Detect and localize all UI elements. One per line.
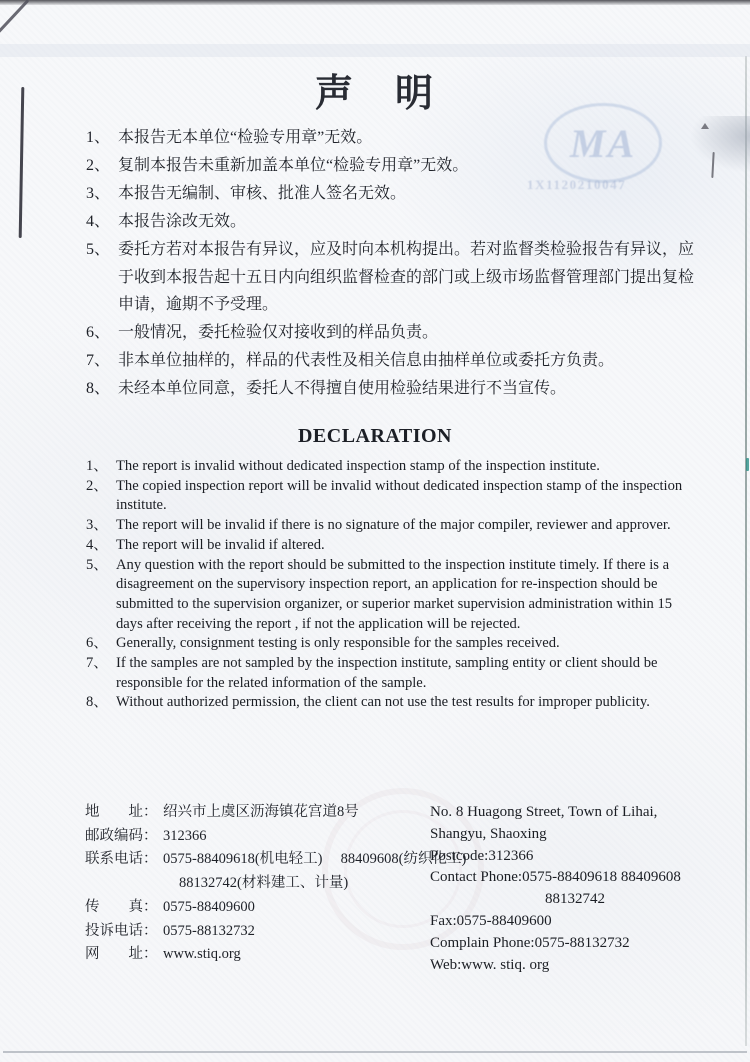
scan-light-streak [0, 44, 750, 57]
cn-declaration-item [86, 319, 698, 347]
item-number: 8、 [86, 694, 108, 711]
en-declaration-list [86, 457, 700, 713]
item-text: 本报告无本单位“检验专用章”无效。 [118, 129, 373, 146]
item-number: 2、 [86, 156, 111, 174]
scan-teal-mark [746, 458, 749, 471]
item-text: 一般情况，委托检验仅对接收到的样品负责。 [118, 324, 439, 342]
item-text: The report is invalid without dedicated inspection stamp of the inspection institute. [116, 458, 600, 474]
footer-value: 312366 [163, 827, 207, 844]
item-number: 5、 [86, 556, 108, 573]
footer-label-spacer [85, 872, 163, 896]
scan-speck-caret [701, 123, 709, 129]
footer-line: Complain Phone:0575-88132732 [430, 934, 630, 951]
footer-line: No. 8 Huagong Street, Town of Lihai, [430, 804, 658, 820]
footer-value: 88132742(材料建工、计量) [179, 875, 349, 892]
en-declaration-item [86, 693, 700, 713]
footer-line: Web:www. stiq. org [430, 956, 550, 973]
cn-declaration-item [86, 152, 698, 180]
item-text: 未经本单位同意，委托人不得擅自使用检验结果进行不当宣传。 [118, 380, 567, 398]
item-number: 8、 [86, 380, 111, 398]
scan-edge-top [0, 0, 750, 5]
item-text: The report will be invalid if there is no signature of the major compiler, reviewer and approver. [116, 517, 671, 534]
cn-declaration-item [86, 180, 698, 208]
item-text: 复制本报告未重新加盖本单位“检验专用章”无效。 [118, 156, 469, 174]
item-text: Generally, consignment testing is only responsible for the samples received. [116, 635, 560, 652]
item-number: 4、 [86, 536, 108, 553]
cn-declaration-item [86, 236, 698, 320]
footer-value: 绍兴市上虞区沥海镇花宫道8号 [163, 804, 359, 820]
item-text: If the samples are not sampled by the inspection institute, sampling entity or client should be responsible for the related information of the sample. [116, 655, 658, 691]
item-number: 6、 [86, 635, 108, 652]
item-number: 4、 [86, 212, 111, 230]
footer-label: 网 址： [85, 946, 158, 963]
en-declaration-item [86, 457, 700, 477]
item-number: 7、 [86, 352, 111, 370]
page-title: 声 明 [314, 73, 435, 115]
item-text: 委托方若对本报告有异议，应及时向本机构提出。若对监督类检验报告有异议，应于收到本报告起十五日内向组织监督检查的部门或上级市场监督管理部门提出复检申请，逾期不予受理。 [118, 240, 695, 314]
footer-line: 88132742 [545, 891, 605, 908]
footer-value: 0575-88409600 [163, 898, 255, 915]
footer-label: 投诉电话： [85, 922, 158, 939]
footer-line: Contact Phone:0575-88409618 88409608 [430, 869, 681, 886]
cma-watermark-icon: MA [544, 103, 662, 183]
item-number: 1、 [86, 458, 108, 474]
item-number: 3、 [86, 517, 108, 534]
footer-value: www.stiq.org [163, 946, 241, 963]
en-declaration-item [86, 536, 700, 556]
item-text: The report will be invalid if altered. [116, 536, 325, 553]
en-declaration-item [86, 477, 700, 516]
en-declaration-item [86, 654, 700, 693]
cma-watermark-code: 1X1120210047 [527, 177, 627, 192]
footer-label: 地 址： [85, 804, 158, 820]
item-number: 1、 [86, 129, 111, 146]
en-declaration-item [86, 556, 700, 635]
cn-declaration-list [86, 124, 698, 403]
item-number: 3、 [86, 184, 111, 202]
item-text: 非本单位抽样的，样品的代表性及相关信息由抽样单位或委托方负责。 [118, 352, 615, 370]
footer-value: 0575-88132732 [163, 922, 255, 939]
footer-line: Shangyu, Shaoxing [430, 825, 547, 842]
footer-label: 传 真： [85, 898, 158, 915]
footer-label: 邮政编码： [85, 827, 158, 844]
item-number: 2、 [86, 477, 108, 494]
cn-declaration-item [86, 124, 698, 152]
cn-declaration-item [86, 347, 698, 375]
cn-declaration-item [86, 375, 698, 403]
footer-value: 0575-88409618(机电轻工) 88409608(纺织化工) [163, 851, 467, 868]
item-number: 5、 [86, 240, 111, 258]
item-text: Without authorized permission, the client can not use the test results for improper publicity. [116, 694, 650, 711]
scan-right-edge-line [745, 56, 747, 1046]
scan-bottom-edge-line [3, 1051, 747, 1053]
item-text: Any question with the report should be submitted to the inspection institute timely. If there is a disagreement on the supervisory inspection report, an application for re-inspection should be submitted to the supervision organizer, or superior market supervision administration within 15 days after receiving the report , if not the application will be rejected. [116, 556, 673, 632]
footer-line: Fax:0575-88409600 [430, 912, 552, 929]
cn-declaration-item [86, 208, 698, 236]
footer-line: Postcode:312366 [430, 847, 534, 864]
footer-contact-en [430, 802, 735, 976]
item-number: 7、 [86, 655, 108, 672]
en-declaration-item [86, 516, 700, 536]
item-number: 6、 [86, 324, 111, 342]
en-declaration-item [86, 634, 700, 654]
declaration-heading: DECLARATION [297, 425, 453, 447]
footer-label: 联系电话： [85, 851, 158, 868]
item-text: The copied inspection report will be invalid without dedicated inspection stamp of the inspection institute. [116, 477, 683, 514]
item-text: 本报告无编制、审核、批准人签名无效。 [118, 184, 407, 202]
item-text: 本报告涂改无效。 [118, 212, 247, 230]
